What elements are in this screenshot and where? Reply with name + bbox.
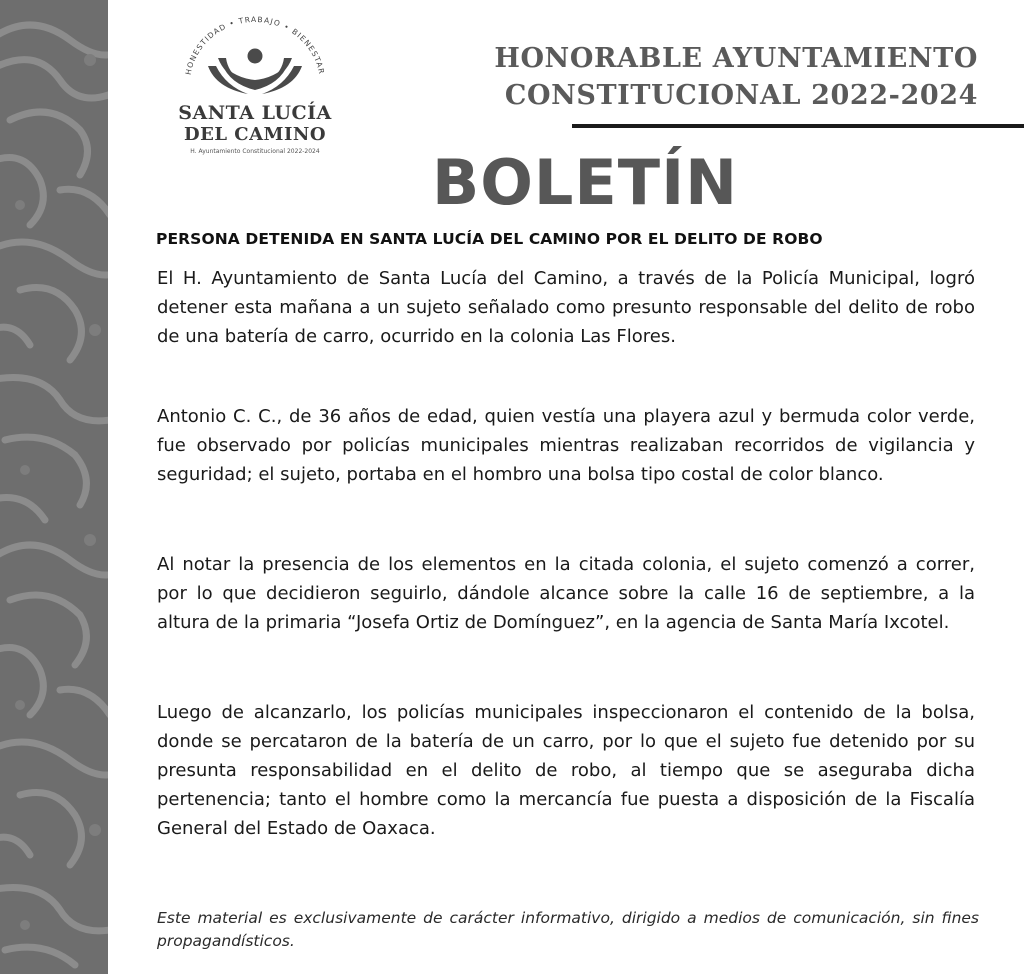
headline: PERSONA DETENIDA EN SANTA LUCÍA DEL CAMINO POR EL DELITO DE ROBO (156, 230, 823, 248)
header-line2: CONSTITUCIONAL 2022-2024 (504, 80, 978, 111)
header-divider (572, 124, 1024, 128)
swirl-pattern-icon (0, 0, 108, 974)
disclaimer-note: Este material es exclusivamente de carácter informativo, dirigido a medios de comunicación, sin fines propagandísticos. (157, 909, 979, 950)
logo-tagline: H. Ayuntamiento Constitucional 2022-2024 (190, 148, 320, 155)
page-title: BOLETÍN (431, 146, 739, 219)
logo-name-line2: DEL CAMINO (183, 124, 327, 145)
decorative-sidebar (0, 0, 108, 974)
header-title (494, 40, 978, 114)
logo-name-line1: SANTA LUCÍA (178, 102, 332, 124)
paragraph-2: Antonio C. C., de 36 años de edad, quien vestía una playera azul y bermuda color verde, fue observado por policías municipales mientras realizaban recorridos de vigilancia y seguridad; el sujeto, portaba en el hombro una bolsa tipo costal de color blanco. (157, 406, 975, 485)
paragraph-3: Al notar la presencia de los elementos en la citada colonia, el sujeto comenzó a correr, por lo que decidieron seguirlo, dándole alcance sobre la calle 16 de septiembre, a la altura de la primaria “Josefa Ortiz de Domínguez”, en la agencia de Santa María Ixcotel. (157, 554, 975, 633)
paragraph-4: Luego de alcanzarlo, los policías municipales inspeccionaron el contenido de la bolsa, donde se percataron de la batería de un carro, por lo que el sujeto fue detenido por su presunta responsabilidad en el delito de robo, al tiempo que se aseguraba dicha pertenencia; tanto el hombre como la mercancía fue puesta a disposición de la Fiscalía General del Estado de Oaxaca. (157, 702, 975, 839)
municipality-logo (160, 14, 350, 154)
paragraph-1: El H. Ayuntamiento de Santa Lucía del Camino, a través de la Policía Municipal, logró detener esta mañana a un sujeto señalado como presunto responsable del delito de robo de una batería de carro, ocurrido en la colonia Las Flores. (157, 268, 975, 347)
logo-arc-text: HONESTIDAD • TRABAJO • BIENESTAR (183, 14, 327, 76)
people-hands-emblem-icon (160, 14, 350, 109)
svg-text:HONESTIDAD • TRABAJO • BIENEST (184, 15, 327, 76)
header-line1: HONORABLE AYUNTAMIENTO (494, 43, 978, 74)
